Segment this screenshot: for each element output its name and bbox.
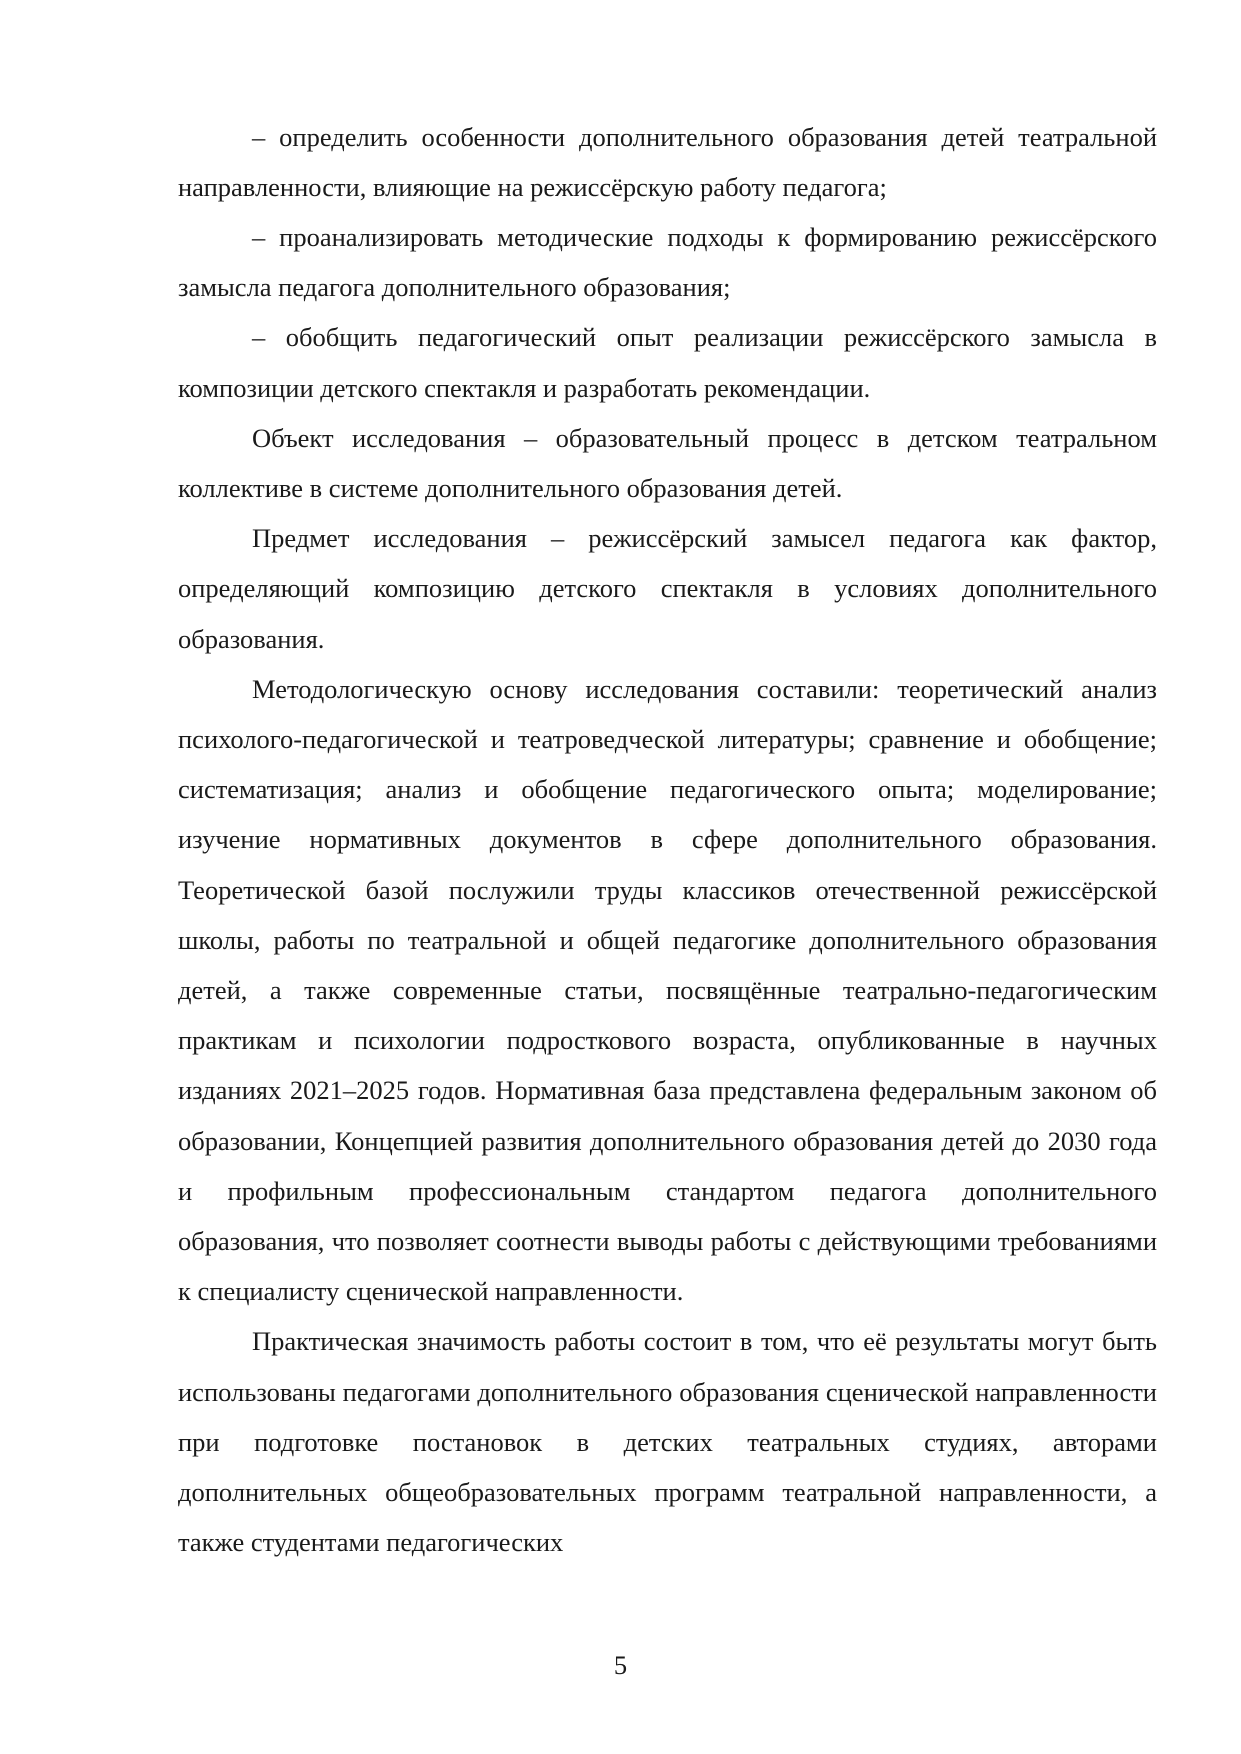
research-object-paragraph: Объект исследования – образовательный процесс в детском театральном коллективе в системе дополнительного образования детей. [178,422,1157,503]
practical-significance-paragraph: Практическая значимость работы состоит в том, что её результаты могут быть использованы педагогами дополнительного образования сценической направленности при подготовке постановок в детских театральных студиях, авторами дополнительных общеобразовательных программ театральной направленности, а также студентами педагогических [178,1326,1157,1558]
page-number: 5 [613,1650,628,1680]
methodology-paragraph: Методологическую основу исследования составили: теоретический анализ психолого-педагогической и театроведческой литературы; сравнение и обобщение; систематизация; анализ и обобщение педагогического опыта; моделирование; изучение нормативных документов в сфере дополнительного образования. Теоретической базой послужили труды классиков отечественной режиссёрской школы, работы по театральной и общей педагогике дополнительного образования детей, а также современные статьи, посвящённые театрально-педагогическим практикам и психологии подросткового возраста, опубликованные в научных изданиях 2021–2025 годов. Нормативная база представлена федеральным законом об образовании, Концепцией развития дополнительного образования детей до 2030 года и профильным профессиональным стандартом педагога дополнительного образования, что позволяет соотнести выводы работы с действующими требованиями к специалисту сценической направленности. [178,673,1157,1307]
body-text [178,112,1157,1568]
task-item-3: – обобщить педагогический опыт реализации режиссёрского замысла в композиции детского спектакля и разработать рекомендации. [178,322,1157,403]
task-item-1: – определить особенности дополнительного образования детей театральной направленности, влияющие на режиссёрскую работу педагога; [178,121,1157,202]
task-item-2: – проанализировать методические подходы к формированию режиссёрского замысла педагога дополнительного образования; [178,221,1157,303]
research-subject-paragraph: Предмет исследования – режиссёрский замысел педагога как фактор, определяющий композицию детского спектакля в условиях дополнительного образования. [178,523,1157,654]
